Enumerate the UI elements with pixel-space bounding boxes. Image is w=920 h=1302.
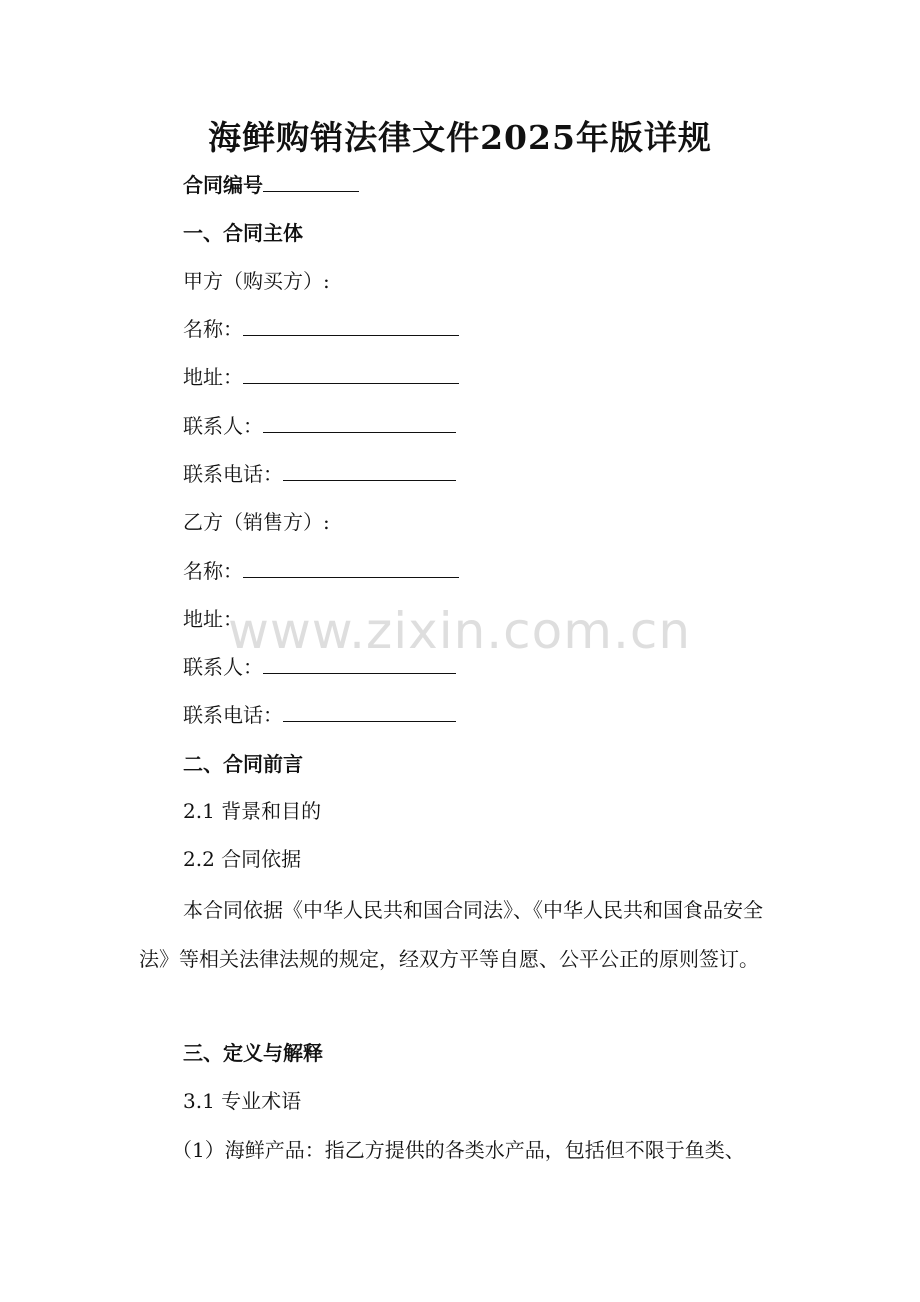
party-a-address-label: 地址： [183,365,243,389]
party-b-name-blank [243,557,459,578]
party-a-contact-blank [263,412,456,433]
party-a-label: 甲方（购买方）: [183,269,330,293]
section-2-item-1: 2.1 背景和目的 [183,799,322,823]
definition-1: （1）海鲜产品：指乙方提供的各类水产品，包括但不限于鱼类、 [172,1138,745,1162]
section-1-heading: 一、合同主体 [183,221,303,245]
party-b-name-label: 名称： [183,559,243,583]
party-a-phone-label: 联系电话： [183,462,283,486]
party-b-phone-blank [283,701,456,722]
document-title: 海鲜购销法律文件2025年版详规 [208,118,712,157]
party-b-phone-line [183,701,456,729]
section-3-heading: 三、定义与解释 [183,1041,323,1065]
party-b-label: 乙方（销售方）: [183,510,330,534]
contract-number-blank [263,171,359,192]
party-b-phone-label: 联系电话： [183,703,283,727]
party-a-phone-line [183,460,456,488]
watermark: www.zixin.com.cn [228,602,692,660]
party-a-address-blank [243,363,459,384]
party-b-address-label: 地址： [183,607,243,631]
party-a-name-label: 名称： [183,317,243,341]
party-a-name-line [183,315,459,343]
party-b-name-line [183,557,459,585]
section-2-paragraph: 本合同依据《中华人民共和国合同法》、《中华人民共和国食品安全法》等相关法律法规的规定，经双方平等自愿、公平公正的原则签订。 [139,898,763,971]
section-3-item-1: 3.1 专业术语 [183,1089,302,1113]
party-a-address-line [183,363,459,391]
party-a-name-blank [243,315,459,336]
section-2-item-2: 2.2 合同依据 [183,847,302,871]
section-2-heading: 二、合同前言 [183,752,303,776]
contract-number-label: 合同编号 [183,173,263,197]
contract-number-line [183,171,359,199]
party-a-phone-blank [283,460,456,481]
party-a-contact-label: 联系人： [183,414,263,438]
party-a-contact-line [183,412,456,440]
party-b-contact-label: 联系人： [183,655,263,679]
